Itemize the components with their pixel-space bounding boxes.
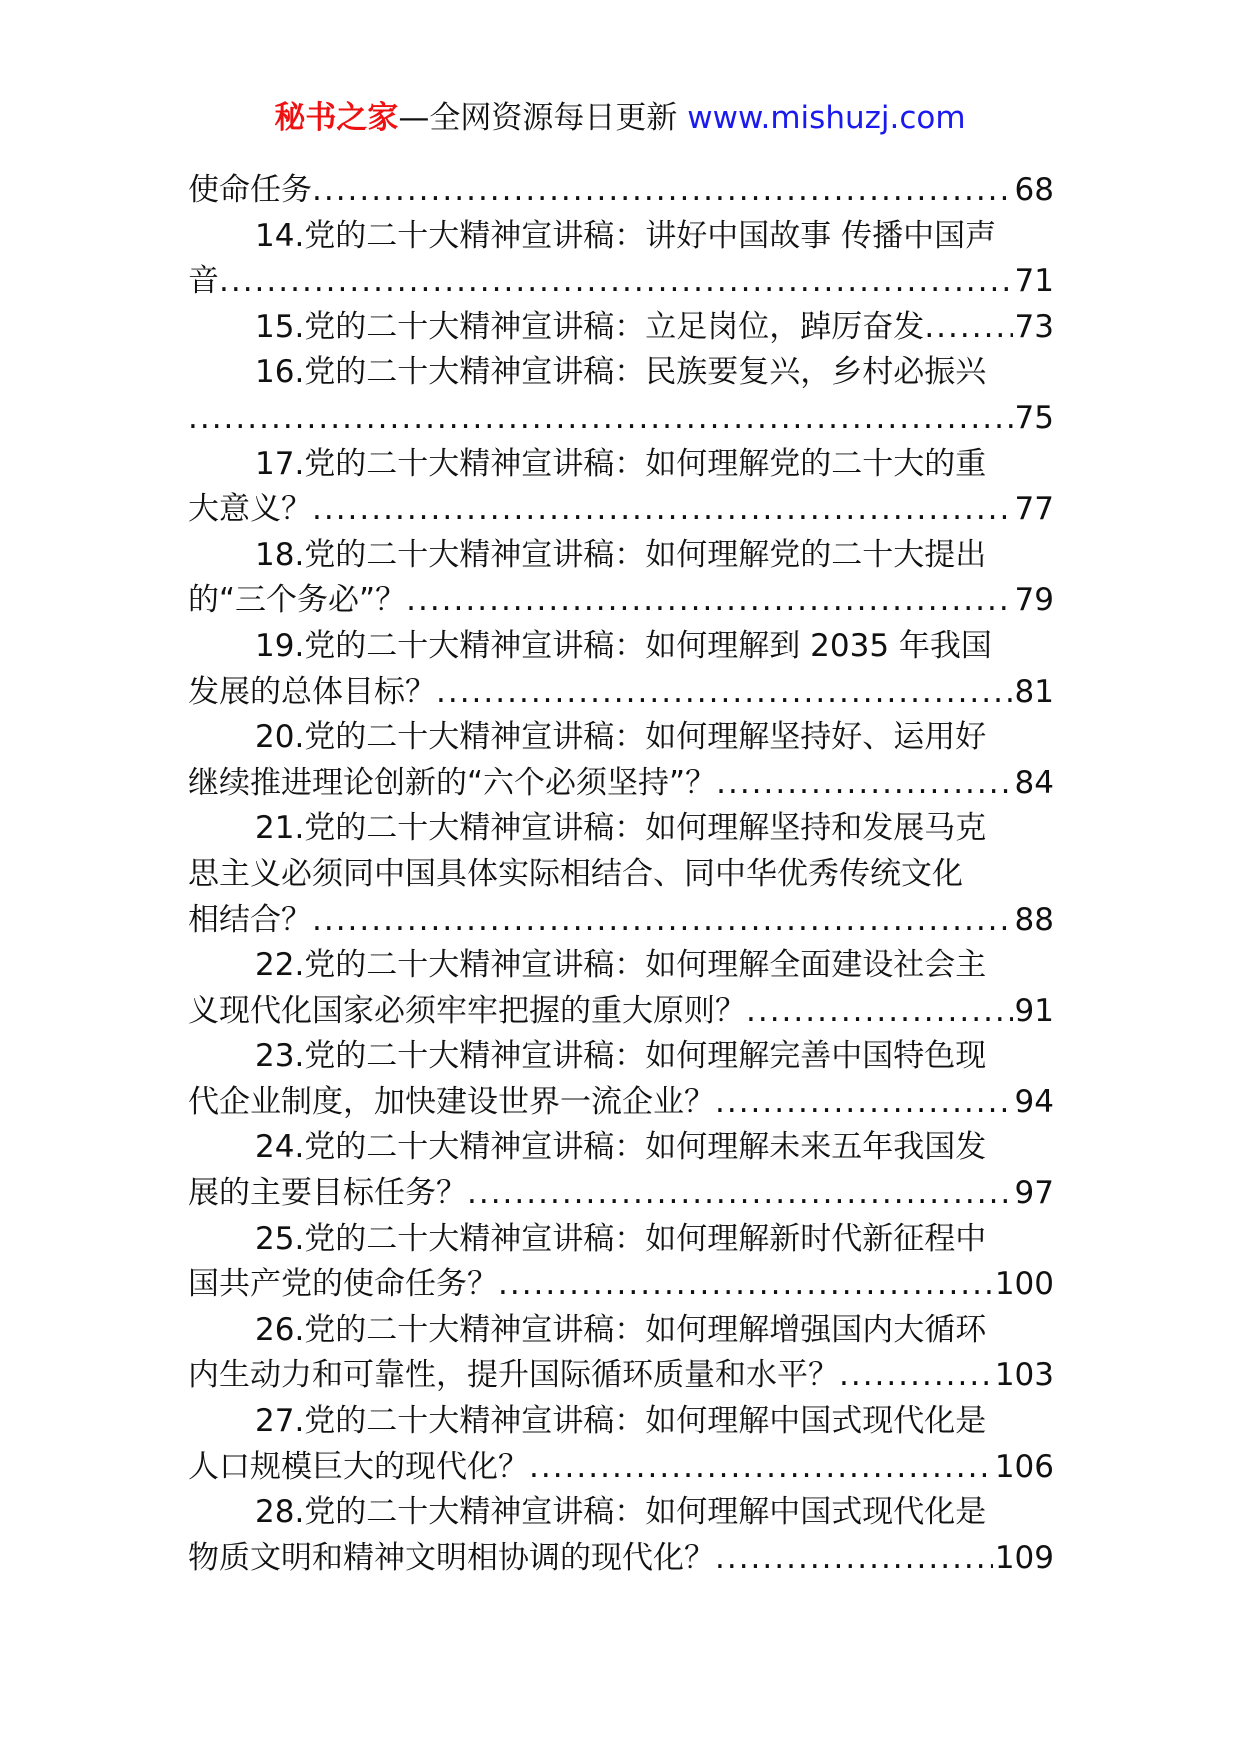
toc-entry-text: 20.党的二十大精神宣讲稿：如何理解坚持好、运用好 xyxy=(255,719,987,756)
toc-entry-text: 28.党的二十大精神宣讲稿：如何理解中国式现代化是 xyxy=(255,1494,987,1531)
toc-entry-text: 大意义？ xyxy=(188,491,312,528)
toc-entry-text: 14.党的二十大精神宣讲稿：讲好中国故事 传播中国声 xyxy=(255,217,997,254)
toc-line[interactable] xyxy=(188,943,1054,989)
toc-leader-dots xyxy=(188,396,1013,442)
toc-page-number: 79 xyxy=(1014,582,1054,619)
toc-entry-text: 物质文明和精神文明相协调的现代化？ xyxy=(188,1539,715,1576)
toc-entry-text: 16.党的二十大精神宣讲稿：民族要复兴，乡村必振兴 xyxy=(255,354,987,391)
toc-line[interactable] xyxy=(188,487,1054,533)
toc-entry-text: 人口规模巨大的现代化？ xyxy=(188,1448,529,1485)
toc-entry-text: 国共产党的使命任务？ xyxy=(188,1266,498,1303)
toc-entry-text: 21.党的二十大精神宣讲稿：如何理解坚持和发展马克 xyxy=(255,810,987,847)
toc-entry-text: 17.党的二十大精神宣讲稿：如何理解党的二十大的重 xyxy=(255,445,987,482)
toc-entry-text: 27.党的二十大精神宣讲稿：如何理解中国式现代化是 xyxy=(255,1403,987,1440)
toc-leader-dots xyxy=(924,305,1012,351)
toc-entry-text: 代企业制度，加快建设世界一流企业？ xyxy=(188,1083,715,1120)
toc-leader-dots xyxy=(498,1262,993,1308)
toc-page-number: 106 xyxy=(994,1448,1054,1485)
toc-line[interactable] xyxy=(188,1080,1054,1126)
site-brand: 秘书之家 xyxy=(274,100,399,136)
toc-entry-text: 继续推进理论创新的“六个必须坚持”？ xyxy=(188,764,717,801)
toc-line[interactable] xyxy=(188,1536,1054,1582)
toc-line[interactable] xyxy=(188,533,1054,579)
toc-line[interactable] xyxy=(188,989,1054,1035)
toc-line[interactable] xyxy=(188,305,1054,351)
toc-line[interactable] xyxy=(188,1445,1054,1491)
toc-page-number: 97 xyxy=(1014,1175,1054,1212)
toc-entry-text: 25.党的二十大精神宣讲稿：如何理解新时代新征程中 xyxy=(255,1220,987,1257)
toc-page-number: 81 xyxy=(1014,673,1054,710)
toc-page-number: 88 xyxy=(1014,901,1054,938)
toc-line[interactable] xyxy=(188,761,1054,807)
toc-line[interactable] xyxy=(188,715,1054,761)
toc-entry-text: 24.党的二十大精神宣讲稿：如何理解未来五年我国发 xyxy=(255,1129,987,1166)
toc-page-number: 73 xyxy=(1014,308,1054,345)
toc-line[interactable] xyxy=(188,806,1054,852)
toc-leader-dots xyxy=(312,898,1013,944)
toc-line[interactable] xyxy=(188,1217,1054,1263)
toc-line[interactable] xyxy=(188,1125,1054,1171)
site-url-link[interactable]: www.mishuzj.com xyxy=(687,100,966,136)
toc-line[interactable] xyxy=(188,624,1054,670)
toc-page-number: 91 xyxy=(1014,992,1054,1029)
toc-page-number: 77 xyxy=(1014,491,1054,528)
toc-line[interactable] xyxy=(188,1171,1054,1217)
toc-page-number: 109 xyxy=(994,1539,1054,1576)
toc-entry-text: 23.党的二十大精神宣讲稿：如何理解完善中国特色现 xyxy=(255,1038,987,1075)
toc-leader-dots xyxy=(219,259,1013,305)
toc-leader-dots xyxy=(529,1445,993,1491)
toc-page-number: 84 xyxy=(1014,764,1054,801)
page-header xyxy=(0,98,1240,138)
site-slogan: —全网资源每日更新 xyxy=(398,100,688,136)
toc-line[interactable] xyxy=(188,1399,1054,1445)
toc-leader-dots xyxy=(312,168,1013,214)
toc-leader-dots xyxy=(467,1171,1013,1217)
toc-page-number: 103 xyxy=(994,1357,1054,1394)
toc-leader-dots xyxy=(715,1080,1013,1126)
toc-entry-text: 19.党的二十大精神宣讲稿：如何理解到 2035 年我国 xyxy=(255,627,992,664)
toc-entry-text: 义现代化国家必须牢牢把握的重大原则？ xyxy=(188,992,746,1029)
toc-page-number: 100 xyxy=(994,1266,1054,1303)
toc-entry-text: 音 xyxy=(188,263,219,300)
toc-line[interactable] xyxy=(188,670,1054,716)
toc-line[interactable] xyxy=(188,168,1054,214)
toc-line[interactable] xyxy=(188,259,1054,305)
toc-leader-dots xyxy=(406,578,1012,624)
toc-entry-text: 思主义必须同中国具体实际相结合、同中华优秀传统文化 xyxy=(188,855,963,892)
toc-leader-dots xyxy=(839,1353,993,1399)
toc-entry-text: 发展的总体目标？ xyxy=(188,673,436,710)
toc-line[interactable] xyxy=(188,350,1054,396)
toc-entry-text: 26.党的二十大精神宣讲稿：如何理解增强国内大循环 xyxy=(255,1311,987,1348)
table-of-contents xyxy=(188,168,1054,1581)
toc-line[interactable] xyxy=(188,1490,1054,1536)
toc-line[interactable] xyxy=(188,852,1054,898)
toc-line[interactable] xyxy=(188,1262,1054,1308)
toc-line[interactable] xyxy=(188,442,1054,488)
toc-entry-text: 内生动力和可靠性，提升国际循环质量和水平？ xyxy=(188,1357,839,1394)
toc-entry-text: 相结合？ xyxy=(188,901,312,938)
toc-page-number: 68 xyxy=(1014,172,1054,208)
toc-line[interactable] xyxy=(188,214,1054,260)
toc-line[interactable] xyxy=(188,578,1054,624)
toc-entry-text: 的“三个务必”？ xyxy=(188,582,407,619)
toc-leader-dots xyxy=(715,1536,993,1582)
toc-leader-dots xyxy=(312,487,1013,533)
toc-entry-text: 15.党的二十大精神宣讲稿：立足岗位，踔厉奋发 xyxy=(255,308,925,345)
toc-line[interactable] xyxy=(188,1308,1054,1354)
toc-line[interactable] xyxy=(188,1353,1054,1399)
toc-line[interactable] xyxy=(188,1034,1054,1080)
toc-entry-text: 展的主要目标任务？ xyxy=(188,1175,467,1212)
toc-line[interactable] xyxy=(188,898,1054,944)
toc-page-number: 71 xyxy=(1014,263,1054,300)
toc-leader-dots xyxy=(716,761,1012,807)
toc-line[interactable] xyxy=(188,396,1054,442)
toc-leader-dots xyxy=(746,989,1013,1035)
toc-entry-text: 使命任务 xyxy=(188,172,312,208)
toc-entry-text: 18.党的二十大精神宣讲稿：如何理解党的二十大提出 xyxy=(255,536,987,573)
toc-entry-text: 22.党的二十大精神宣讲稿：如何理解全面建设社会主 xyxy=(255,947,987,984)
toc-page-number: 75 xyxy=(1014,399,1054,436)
toc-page-number: 94 xyxy=(1014,1083,1054,1120)
toc-leader-dots xyxy=(436,670,1013,716)
